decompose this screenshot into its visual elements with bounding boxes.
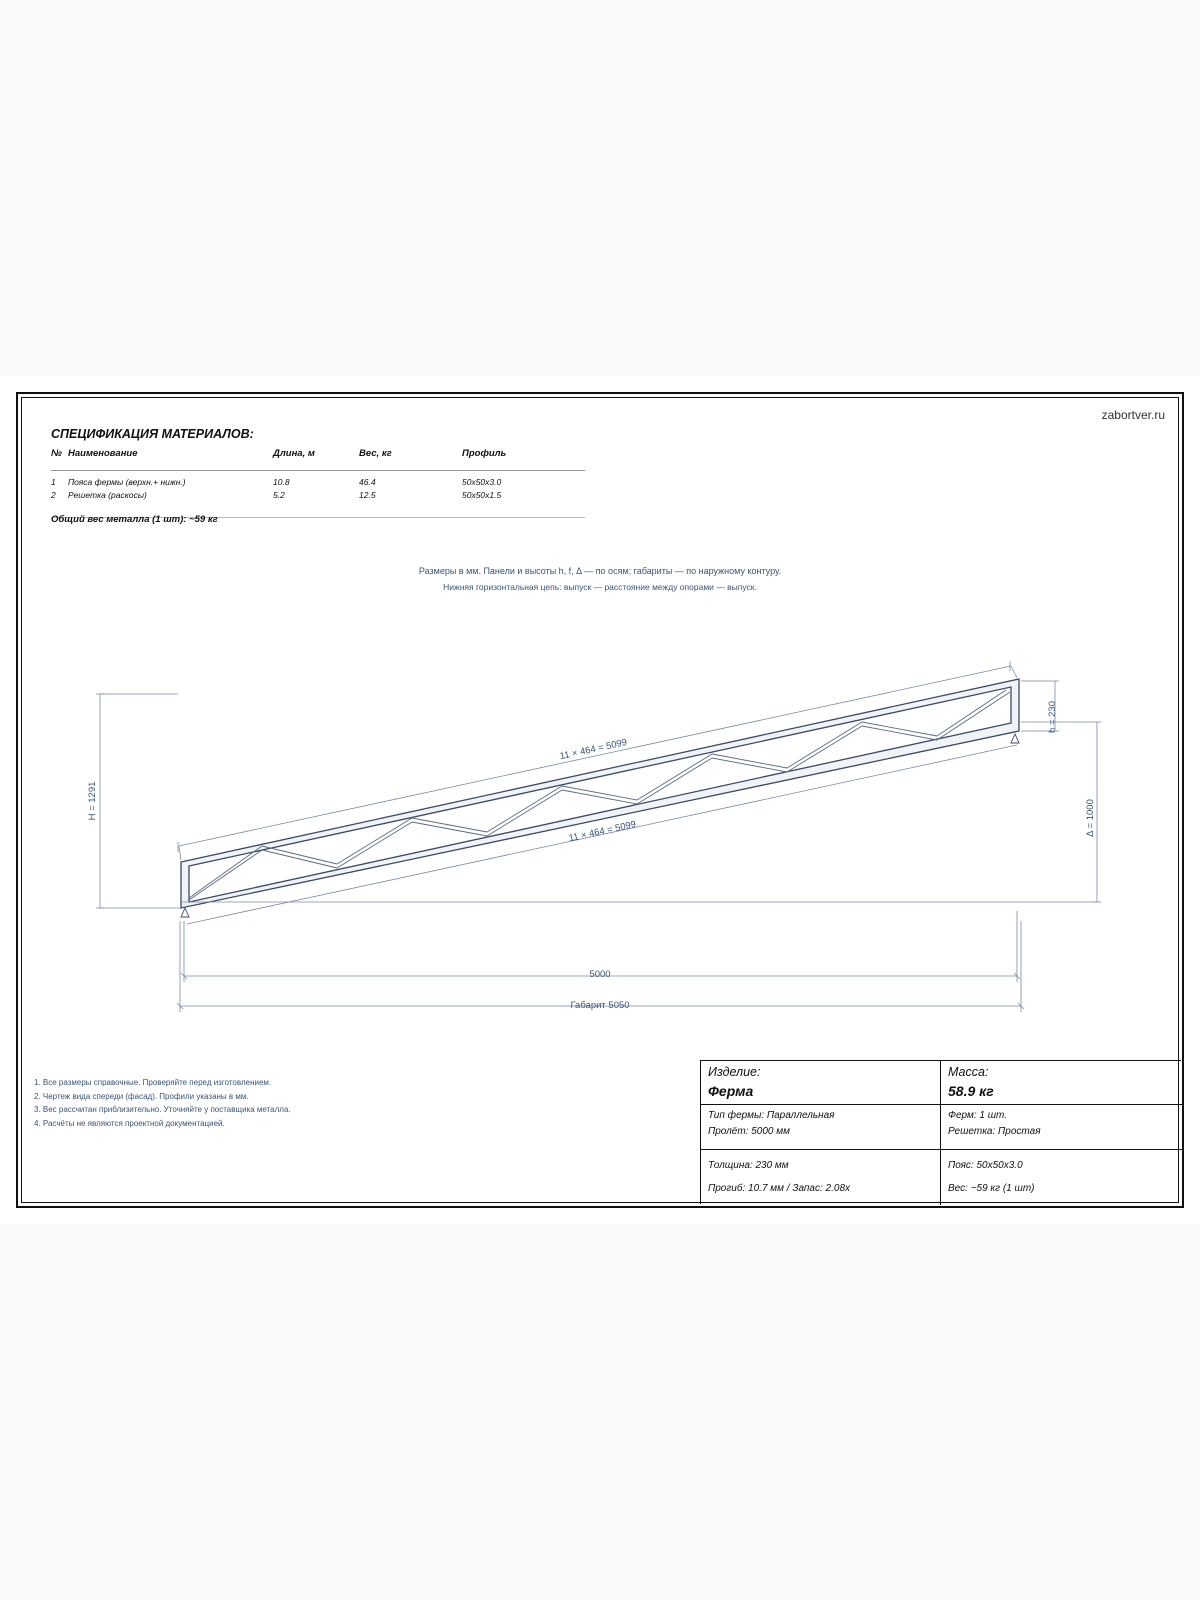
count-cell bbox=[941, 1105, 1182, 1150]
product-label: Изделие: bbox=[708, 1065, 761, 1079]
col-length: Длина, м bbox=[273, 448, 315, 459]
thickness-cell bbox=[701, 1150, 941, 1205]
chord-cell bbox=[941, 1150, 1182, 1205]
row-profile: 50x50x1.5 bbox=[462, 490, 502, 500]
top-chord-label: 11 × 464 = 5099 bbox=[558, 736, 629, 763]
row-name: Решетка (раскосы) bbox=[68, 490, 147, 500]
mass-cell bbox=[941, 1061, 1182, 1105]
footnote: 4. Расчёты не являются проектной документацией. bbox=[34, 1119, 225, 1129]
row-number: 1 bbox=[51, 477, 56, 487]
row-name: Пояса фермы (верхн.+ нижн.) bbox=[68, 477, 186, 487]
spec-title: СПЕЦИФИКАЦИЯ МАТЕРИАЛОВ: bbox=[51, 427, 254, 441]
row-length: 10.8 bbox=[273, 477, 290, 487]
truss-inner bbox=[189, 687, 1011, 902]
bottom-chord-label: 11 × 464 = 5099 bbox=[567, 818, 638, 845]
col-name: Наименование bbox=[68, 448, 138, 459]
type-cell bbox=[701, 1105, 941, 1150]
footnotes bbox=[34, 1076, 291, 1131]
truss-span: Пролёт: 5000 мм bbox=[708, 1126, 790, 1137]
spec-total: Общий вес металла (1 шт): ~59 кг bbox=[51, 514, 218, 525]
row-length: 5.2 bbox=[273, 490, 285, 500]
truss-chord: Пояс: 50x50x3.0 bbox=[948, 1160, 1023, 1171]
truss-lattice-type: Решетка: Простая bbox=[948, 1126, 1041, 1137]
truss-count: Ферм: 1 шт. bbox=[948, 1110, 1008, 1121]
truss bbox=[181, 679, 1019, 917]
col-weight: Вес, кг bbox=[359, 448, 392, 459]
row-profile: 50x50x3.0 bbox=[462, 477, 502, 487]
footnote: 3. Вес рассчитан приблизительно. Уточняйте у поставщика металла. bbox=[34, 1105, 291, 1115]
truss-weight: Вес: ~59 кг (1 шт) bbox=[948, 1183, 1035, 1194]
mass-label: Масса: bbox=[948, 1065, 989, 1079]
product-cell bbox=[701, 1061, 941, 1105]
truss-thickness: Толщина: 230 мм bbox=[708, 1160, 789, 1171]
mass-value: 58.9 кг bbox=[948, 1083, 994, 1099]
site-name: zabortver.ru bbox=[1101, 408, 1165, 422]
support-right bbox=[1011, 734, 1019, 743]
product-value: Ферма bbox=[708, 1083, 754, 1099]
row-number: 2 bbox=[51, 490, 56, 500]
height-truss-label: h = 230 bbox=[1047, 701, 1058, 733]
col-number: № bbox=[51, 448, 62, 459]
footnote: 1. Все размеры справочные. Проверяйте перед изготовлением. bbox=[34, 1078, 272, 1087]
support-left bbox=[181, 908, 189, 917]
drawing-note-2: Нижняя горизонтальная цепь: выпуск — расстояние между опорами — выпуск. bbox=[443, 582, 757, 592]
row-weight: 46.4 bbox=[359, 477, 376, 487]
row-weight: 12.5 bbox=[359, 490, 376, 500]
footnote: 2. Чертеж вида спереди (фасад). Профили указаны в мм. bbox=[34, 1091, 249, 1101]
height-total-label: H = 1291 bbox=[87, 781, 98, 821]
drawing-sheet bbox=[0, 376, 1200, 1224]
delta-label: Δ = 1000 bbox=[1085, 799, 1096, 837]
truss-deflection: Прогиб: 10.7 мм / Запас: 2.08x bbox=[708, 1183, 851, 1194]
title-block bbox=[700, 1060, 1181, 1204]
drawing-note-1: Размеры в мм. Панели и высоты h, f, Δ — по осям; габариты — по наружному контуру. bbox=[418, 566, 782, 576]
col-profile: Профиль bbox=[462, 448, 507, 459]
truss-type: Тип фермы: Параллельная bbox=[708, 1110, 835, 1121]
overall-label: Габарит 5050 bbox=[570, 1000, 630, 1011]
span-label: 5000 bbox=[589, 969, 611, 980]
